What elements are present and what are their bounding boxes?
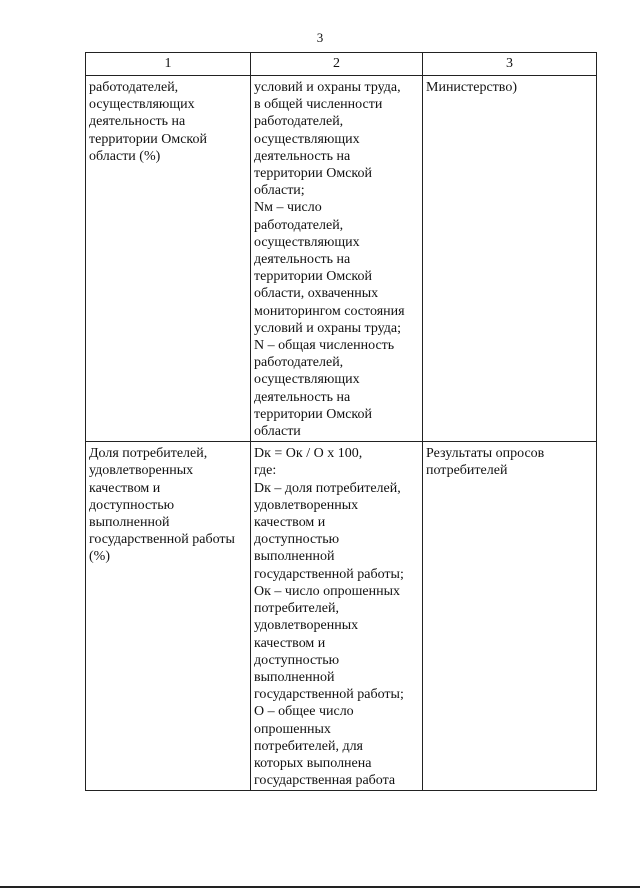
cell-text-line: области (%) (89, 148, 161, 164)
table-cell-col3 (423, 442, 597, 791)
cell-text-line: N – общая численность (254, 338, 395, 354)
cell-text-line: доступностью (254, 652, 340, 668)
cell-text-line: которых выполнена (254, 755, 372, 771)
cell-text-line: качеством и (254, 515, 326, 531)
page-number: 3 (316, 30, 324, 45)
cell-text-line: выполненной (254, 549, 335, 565)
table-body (86, 76, 597, 791)
cell-text-line: опрошенных (254, 721, 331, 737)
indicator-table (85, 52, 597, 791)
cell-text-line: осуществляющих (254, 131, 360, 147)
cell-text-line: территории Омской (254, 269, 373, 285)
cell-text-line: государственной работы; (254, 566, 404, 582)
cell-text-line: работодателей, (254, 217, 344, 233)
cell-text-line: работодателей, (254, 114, 344, 130)
cell-text-line: государственной работы; (254, 687, 404, 703)
cell-text-line: Dк – доля потребителей, (254, 480, 401, 496)
table-cell-col2 (251, 76, 423, 442)
cell-text-line: (%) (89, 549, 110, 565)
table-header-row (86, 53, 597, 76)
cell-text-line: выполненной (254, 669, 335, 685)
cell-text-line: потребителей, для (254, 738, 363, 754)
cell-text-line: осуществляющих (254, 372, 360, 388)
cell-text-line: осуществляющих (89, 97, 195, 113)
cell-text-line: выполненной (89, 515, 170, 531)
cell-text-line: государственной работы (89, 532, 235, 548)
page-bottom-rule (0, 886, 640, 888)
cell-text-line: где: (254, 463, 277, 479)
cell-text-line: деятельность на (254, 252, 351, 268)
cell-text-line: Nм – число (254, 200, 322, 216)
cell-text-line: области (254, 424, 301, 440)
cell-text-line: области; (254, 183, 305, 199)
table-cell-col1 (86, 442, 251, 791)
cell-text-line: качеством и (254, 635, 326, 651)
cell-text-line: O – общее число (254, 704, 354, 720)
cell-text-line: качеством и (89, 480, 161, 496)
cell-text-line: территории Омской (89, 131, 208, 147)
cell-text-line: государственная работа (254, 773, 396, 789)
table-cell-col2 (251, 442, 423, 791)
cell-text-line: Министерство) (426, 80, 517, 95)
table-row (86, 442, 597, 791)
table-cell-col3 (423, 76, 597, 442)
cell-text-line: территории Омской (254, 406, 373, 422)
cell-text-line: доступностью (89, 497, 175, 513)
cell-text-line: Dк = Oк / O x 100, (254, 446, 363, 462)
cell-text-line: потребителей (426, 463, 508, 479)
cell-text-line: деятельность на (254, 389, 351, 405)
cell-text-line: мониторингом состояния (254, 303, 405, 319)
column-header-3: 3 (423, 53, 597, 76)
cell-text-line: работодателей, (89, 80, 179, 95)
table-row (86, 76, 597, 442)
cell-text-line: Результаты опросов (426, 446, 545, 462)
cell-text-line: удовлетворенных (254, 497, 359, 513)
cell-text-line: области, охваченных (254, 286, 379, 302)
cell-text-line: потребителей, (254, 601, 339, 617)
cell-text-line: Oк – число опрошенных (254, 583, 401, 599)
cell-text-line: деятельность на (254, 148, 351, 164)
column-header-2: 2 (251, 53, 423, 76)
cell-text-line: территории Омской (254, 166, 373, 182)
cell-text-line: удовлетворенных (89, 463, 194, 479)
cell-text-line: осуществляющих (254, 234, 360, 250)
column-header-1: 1 (86, 53, 251, 76)
cell-text-line: работодателей, (254, 355, 344, 371)
cell-text-line: условий и охраны труда, (254, 80, 401, 95)
table-cell-col1 (86, 76, 251, 442)
cell-text-line: в общей численности (254, 97, 383, 113)
cell-text-line: удовлетворенных (254, 618, 359, 634)
cell-text-line: доступностью (254, 532, 340, 548)
cell-text-line: Доля потребителей, (89, 446, 208, 462)
cell-text-line: деятельность на (89, 114, 186, 130)
cell-text-line: условий и охраны труда; (254, 320, 401, 336)
